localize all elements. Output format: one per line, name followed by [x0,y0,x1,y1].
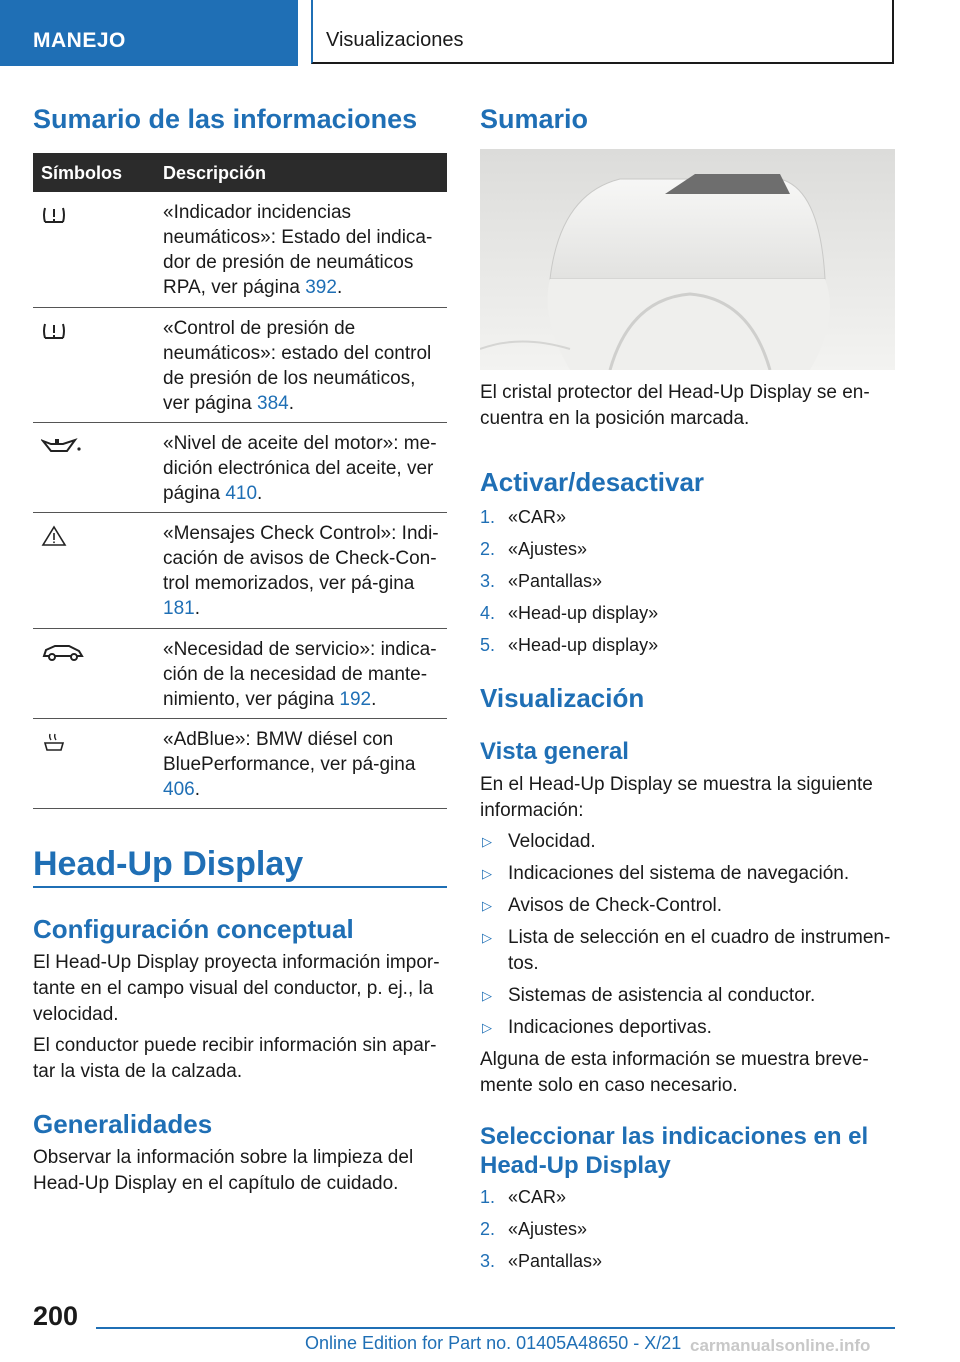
edition-text: Online Edition for Part no. 01405A48650 - X/21 [305,1333,682,1353]
watermark: carmanualsonline.info [690,1336,871,1355]
table-row [33,513,447,629]
tire-pressure-icon [41,320,67,342]
list-item: 1. «CAR» [480,507,567,527]
page-link[interactable]: 192 [339,689,372,710]
col-header-description: Descripción [163,163,267,183]
activate-title: Activar/desactivar [480,467,705,497]
table-row [33,719,447,809]
list-item: ▷ Sistemas de asistencia al conductor. [480,983,895,1009]
row-description: «Indicador incidencias neumáticos»: Estado del indica-dor de presión de neumáticos RPA, ver página 392. [163,202,433,298]
service-car-icon [41,641,85,663]
section-tab [0,0,298,66]
general-title: Generalidades [33,1109,213,1139]
list-item: 5. «Head-up display» [480,635,659,655]
page-link[interactable]: 181 [163,598,195,619]
section-label: MANEJO [33,29,126,52]
adblue-icon [41,731,67,753]
chapter-tab [311,0,894,64]
concept-paragraph-1: El Head-Up Display proyecta información impor-tante en el campo visual del conductor, p. ej., la velocidad. [33,952,440,1025]
row-description: «Mensajes Check Control»: Indi-cación de avisos de Check-Con-trol memorizados, ver pá-gina 181. [163,523,439,619]
warning-triangle-icon [41,525,67,547]
summary-title: Sumario [480,104,589,134]
list-item: 3. «Pantallas» [480,1251,603,1271]
triangle-bullet-icon: ▷ [482,866,492,881]
triangle-bullet-icon: ▷ [482,988,492,1003]
list-item: ▷ Indicaciones del sistema de navegación. [480,861,895,887]
page-number: 200 [33,1301,79,1331]
triangle-bullet-icon: ▷ [482,1020,492,1035]
hud-photo [480,149,895,370]
tire-pressure-icon [41,204,67,226]
display-title: Visualización [480,683,645,713]
table-row [33,308,447,423]
activate-steps [480,504,895,664]
page-link[interactable]: 410 [225,483,258,504]
select-title: Seleccionar las indicaciones en el Head-Up Display [480,1123,869,1179]
select-steps [480,1184,895,1280]
summary-info-title: Sumario de las informaciones [33,104,418,134]
symbols-table [33,153,447,809]
row-description: «AdBlue»: BMW diésel con BluePerformance, ver pá-gina 406. [163,729,416,800]
general-paragraph: Observar la información sobre la limpieza del Head-Up Display en el capítulo de cuidado. [33,1147,414,1194]
footer-rule [96,1327,895,1329]
page-link[interactable]: 406 [163,779,195,800]
chapter-label: Visualizaciones [326,29,464,51]
table-row [33,423,447,513]
concept-paragraph-2: El conductor puede recibir información sin apar-tar la vista de la calzada. [33,1035,437,1082]
dashboard-illustration [480,149,895,370]
photo-caption: El cristal protector del Head-Up Display se en-cuentra en la posición marcada. [480,382,870,429]
page-link[interactable]: 384 [257,393,289,414]
triangle-bullet-icon: ▷ [482,834,492,849]
list-item: ▷ Indicaciones deportivas. [480,1015,895,1041]
list-item: 2. «Ajustes» [480,1219,588,1239]
row-description: «Necesidad de servicio»: indica-ción de la necesidad de mante-nimiento, ver página 192. [163,639,437,710]
oil-can-icon [41,435,85,457]
table-header [33,153,447,192]
hud-title: Head-Up Display [33,845,304,883]
list-item: 4. «Head-up display» [480,603,659,623]
info-bullet-list [480,829,895,1047]
overview-title: Vista general [480,738,629,765]
row-description: «Nivel de aceite del motor»: me-dición electrónica del aceite, ver página 410. [163,433,437,504]
table-row [33,629,447,719]
list-item: 1. «CAR» [480,1187,567,1207]
overview-paragraph-2: Alguna de esta información se muestra breve-mente solo en caso necesario. [480,1049,869,1096]
list-item: ▷ Lista de selección en el cuadro de instrumen-tos. [482,927,891,974]
triangle-bullet-icon: ▷ [482,898,492,913]
row-description: «Control de presión de neumáticos»: estado del control de presión de los neumáticos, ver página 384. [163,318,432,414]
list-item: 3. «Pantallas» [480,571,603,591]
title-rule [33,886,447,888]
overview-paragraph: En el Head-Up Display se muestra la siguiente información: [480,774,873,821]
col-header-symbols: Símbolos [41,163,123,183]
concept-title: Configuración conceptual [33,914,354,944]
table-row [33,192,447,308]
list-item: ▷ Avisos de Check-Control. [480,893,895,919]
list-item: 2. «Ajustes» [480,539,588,559]
triangle-bullet-icon: ▷ [482,930,492,945]
page-link[interactable]: 392 [305,277,337,298]
list-item: ▷ Velocidad. [480,829,895,855]
